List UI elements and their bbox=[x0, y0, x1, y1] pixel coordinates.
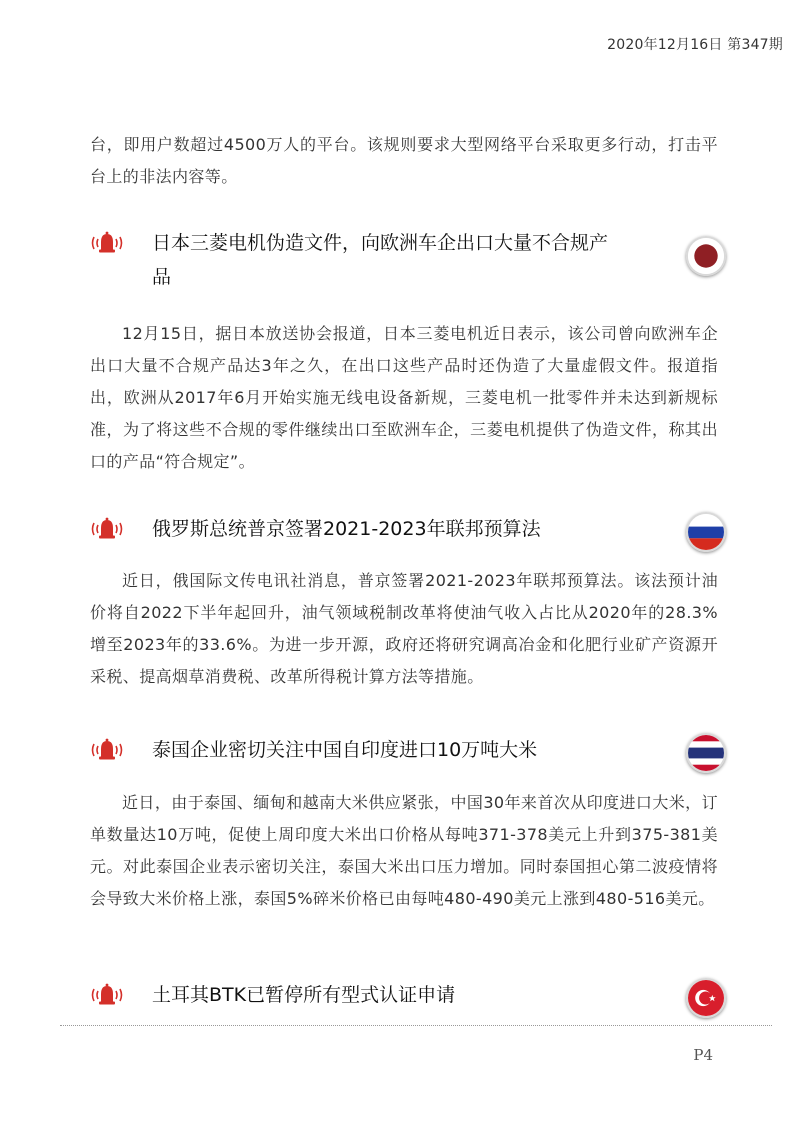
footer-divider bbox=[60, 1025, 772, 1026]
thailand-flag-icon bbox=[686, 733, 726, 773]
section-body-russia: 近日，俄国际文传电讯社消息，普京签署2021-2023年联邦预算法。该法预计油价将自2022下半年起回升，油气领域税制改革将使油气收入占比从2020年的28.3%增至2023年的33.6%。为进一步开源，政府还将研究调高冶金和化肥行业矿产资源开采税、提高烟草消费税、改革所得税计算方法等措施。 bbox=[90, 571, 718, 686]
japan-flag-icon bbox=[686, 236, 726, 276]
section-header-japan bbox=[90, 226, 726, 296]
turkey-flag-icon bbox=[686, 978, 726, 1018]
russia-flag-icon bbox=[686, 512, 726, 552]
bell-alert-icon bbox=[90, 516, 128, 542]
bell-alert-icon bbox=[90, 737, 128, 763]
header-date: 2020年12月16日 第347期 bbox=[607, 37, 783, 53]
bell-alert-icon bbox=[90, 230, 128, 256]
page-number: P4 bbox=[693, 1046, 713, 1064]
section-title-russia: 俄罗斯总统普京签署2021-2023年联邦预算法 bbox=[152, 518, 541, 540]
intro-paragraph: 台，即用户数超过4500万人的平台。该规则要求大型网络平台采取更多行动，打击平台上的非法内容等。 bbox=[90, 135, 718, 186]
section-header-thailand bbox=[90, 733, 726, 773]
section-title-japan: 日本三菱电机伪造文件，向欧洲车企出口大量不合规产品 bbox=[152, 232, 609, 288]
section-title-thailand: 泰国企业密切关注中国自印度进口10万吨大米 bbox=[152, 739, 538, 761]
section-header-russia bbox=[90, 512, 726, 552]
section-body-thailand: 近日，由于泰国、缅甸和越南大米供应紧张，中国30年来首次从印度进口大米，订单数量达10万吨，促使上周印度大米出口价格从每吨371-378美元上升到375-381美元。对此泰国企业表示密切关注，泰国大米出口压力增加。同时泰国担心第二波疫情将会导致大米价格上涨，泰国5%碎米价格已由每吨480-490美元上涨到480-516美元。 bbox=[90, 793, 718, 908]
section-title-turkey: 土耳其BTK已暂停所有型式认证申请 bbox=[152, 984, 456, 1006]
section-header-turkey bbox=[90, 978, 726, 1018]
bell-alert-icon bbox=[90, 982, 128, 1008]
section-body-japan: 12月15日，据日本放送协会报道，日本三菱电机近日表示，该公司曾向欧洲车企出口大量不合规产品达3年之久，在出口这些产品时还伪造了大量虚假文件。报道指出，欧洲从2017年6月开始实施无线电设备新规，三菱电机一批零件并未达到新规标准，为了将这些不合规的零件继续出口至欧洲车企，三菱电机提供了伪造文件，称其出口的产品“符合规定”。 bbox=[90, 324, 718, 471]
